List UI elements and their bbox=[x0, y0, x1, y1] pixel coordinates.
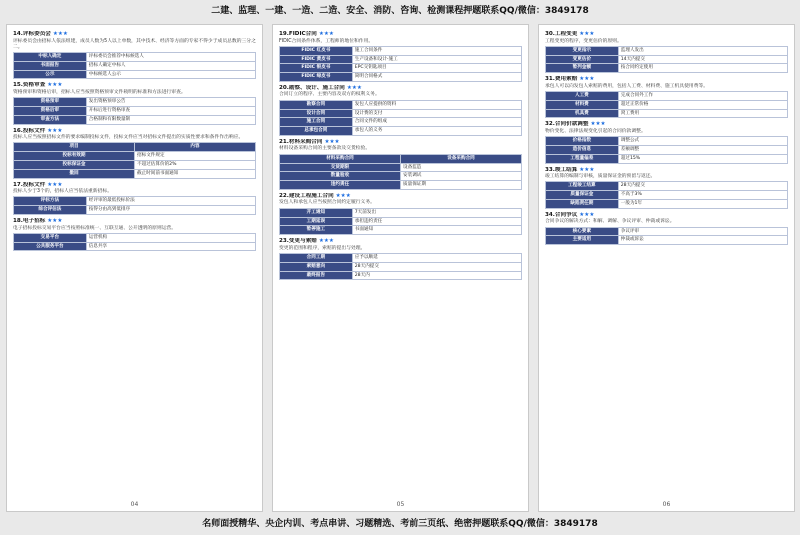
document-section bbox=[279, 31, 522, 82]
table-key-cell: 工程竣工结算 bbox=[546, 182, 619, 191]
table-row bbox=[280, 127, 522, 136]
table-row bbox=[280, 46, 522, 55]
content-table bbox=[545, 91, 788, 118]
importance-stars-icon bbox=[579, 167, 594, 173]
content-table bbox=[279, 46, 522, 82]
table-value-cell: EPC交钥匙项目 bbox=[352, 64, 521, 73]
table-value-cell: 仲裁或诉讼 bbox=[618, 236, 787, 245]
table-value-cell: 14天内提交 bbox=[618, 55, 787, 64]
table-value-cell: 完成合同外工作 bbox=[618, 91, 787, 100]
table-row bbox=[280, 100, 522, 109]
table-key-cell: 中标人确定 bbox=[14, 53, 87, 62]
section-paragraph: 材料设备采购合同的主要条款及交货检验。 bbox=[279, 146, 371, 152]
table-value-cell: 简明合同格式 bbox=[352, 73, 521, 82]
section-paragraph: 发包人和承包人应当按照合同约定履行义务。 bbox=[279, 200, 375, 206]
table-row bbox=[14, 115, 256, 124]
table-value-cell: 超过正常价格 bbox=[618, 100, 787, 109]
table-value-cell: 7天前发出 bbox=[352, 208, 521, 217]
table-value-cell: 质量保证期 bbox=[401, 181, 522, 190]
section-heading-text: 31.费用索赔 bbox=[545, 76, 578, 83]
table-key-cell: 人工费 bbox=[546, 91, 619, 100]
importance-stars-icon bbox=[336, 193, 351, 199]
table-row bbox=[280, 55, 522, 64]
table-key-cell: 索赔意向 bbox=[280, 262, 353, 271]
section-paragraph: 资格预审和资格后审，招标人应当按照资格预审文件载明的标准和方法进行审查。 bbox=[13, 89, 186, 95]
table-row bbox=[14, 107, 256, 116]
table-row bbox=[14, 70, 256, 79]
table-key-cell: 资格预审 bbox=[14, 98, 87, 107]
table-value-cell: 承包人的义务 bbox=[352, 127, 521, 136]
table-key-cell: 最终报告 bbox=[280, 271, 353, 280]
table-key-cell: 质量保证金 bbox=[546, 191, 619, 200]
table-key-cell: 资格后审 bbox=[14, 107, 87, 116]
table-key-cell: 主要适用 bbox=[546, 236, 619, 245]
table-value-cell: 运营机构 bbox=[86, 233, 255, 242]
section-paragraph: 物价变化、法律法规变化引起的合同价款调整。 bbox=[545, 128, 646, 134]
table-key-cell: 工期延误 bbox=[280, 217, 353, 226]
section-heading-text: 18.电子招标 bbox=[13, 218, 46, 225]
table-key-cell: 变更指示 bbox=[546, 46, 619, 55]
content-table bbox=[13, 97, 256, 124]
section-paragraph: 投标人应当按照招标文件的要求编制投标文件，投标文件应当对招标文件提出的实质性要求和条件作出响应。 bbox=[13, 135, 244, 141]
importance-stars-icon bbox=[47, 218, 62, 224]
table-value-cell: 按合同约定使用 bbox=[618, 64, 787, 73]
table-row bbox=[546, 199, 788, 208]
content-table bbox=[13, 52, 256, 79]
table-header-cell: 项目 bbox=[14, 143, 135, 152]
table-value-cell: 合同文件的组成 bbox=[352, 118, 521, 127]
page-header-title: 二建、监理、一建、一造、二造、安全、消防、咨询、检测课程押题联系QQ/微信：3849178 bbox=[211, 6, 589, 16]
table-row bbox=[546, 145, 788, 154]
section-heading-text: 30.工程变更 bbox=[545, 31, 578, 37]
document-section bbox=[13, 128, 256, 179]
document-section bbox=[279, 193, 522, 235]
importance-stars-icon bbox=[579, 76, 594, 82]
document-section bbox=[13, 218, 256, 251]
section-heading bbox=[13, 31, 256, 39]
table-row bbox=[280, 172, 522, 181]
table-value-cell: 开标后进行资格审查 bbox=[86, 107, 255, 116]
table-key-cell: 价格指数 bbox=[546, 137, 619, 146]
table-header-cell: 内容 bbox=[135, 143, 256, 152]
table-value-cell: 28天内 bbox=[352, 271, 521, 280]
section-heading-text: 15.资格审查 bbox=[13, 82, 46, 89]
table-key-cell: 交货期限 bbox=[280, 163, 401, 172]
section-paragraph: 工程变更的程序，变更估价的原则。 bbox=[545, 38, 622, 44]
importance-stars-icon bbox=[579, 31, 594, 37]
table-key-cell: 公共服务平台 bbox=[14, 242, 87, 251]
table-row bbox=[14, 233, 256, 242]
document-page-middle bbox=[272, 24, 529, 512]
table-value-cell: 承担违约责任 bbox=[352, 217, 521, 226]
section-heading bbox=[545, 167, 788, 175]
section-paragraph: FIDIC合同条件体系，工程师的地位和作用。 bbox=[279, 38, 374, 44]
table-row bbox=[280, 262, 522, 271]
importance-stars-icon bbox=[53, 31, 68, 37]
table-row bbox=[546, 46, 788, 55]
section-heading bbox=[279, 238, 522, 246]
section-heading-text: 20.勘察、设计、施工合同 bbox=[279, 84, 345, 91]
content-table bbox=[545, 46, 788, 73]
table-value-cell: 28天内提交 bbox=[618, 182, 787, 191]
importance-stars-icon bbox=[319, 31, 334, 37]
document-page-right bbox=[538, 24, 795, 512]
table-value-cell: 28天内提交 bbox=[352, 262, 521, 271]
table-row bbox=[546, 236, 788, 245]
table-value-cell: 合格制和有限数量制 bbox=[86, 115, 255, 124]
table-key-cell: 数量验收 bbox=[280, 172, 401, 181]
section-paragraph: 评标委员会由招标人依法组建，成员人数为5人以上单数，其中技术、经济等方面的专家不得少于成员总数的三分之二。 bbox=[13, 38, 256, 50]
document-section bbox=[545, 212, 788, 245]
table-value-cell: 监理人发出 bbox=[618, 46, 787, 55]
document-section bbox=[13, 82, 256, 124]
document-page-left bbox=[6, 24, 263, 512]
table-key-cell: 交易平台 bbox=[14, 233, 87, 242]
table-value-cell: 发包人应提供的资料 bbox=[352, 100, 521, 109]
table-value-cell: 不高于3% bbox=[618, 191, 787, 200]
table-value-cell: 招标人确定中标人 bbox=[86, 61, 255, 70]
importance-stars-icon bbox=[319, 238, 334, 244]
table-key-cell: 总承包合同 bbox=[280, 127, 353, 136]
section-paragraph: 承包人可以向发包人索赔的费用，包括人工费、材料费、施工机具使用费等。 bbox=[545, 83, 709, 89]
table-key-cell: 综合评估法 bbox=[14, 206, 87, 215]
document-section bbox=[13, 31, 256, 79]
table-value-cell: 窝工费用 bbox=[618, 109, 787, 118]
section-heading-text: 23.变更与索赔 bbox=[279, 238, 317, 245]
section-heading bbox=[13, 82, 256, 90]
section-heading-text: 16.投标文件 bbox=[13, 127, 46, 134]
table-value-cell: 经评审的最低投标价法 bbox=[86, 197, 255, 206]
table-value-cell: 评标委员会推荐中标候选人 bbox=[86, 53, 255, 62]
section-heading-text: 14.评标委员会 bbox=[13, 31, 51, 37]
content-table bbox=[279, 208, 522, 235]
table-row bbox=[280, 271, 522, 280]
table-row bbox=[14, 169, 256, 178]
table-key-cell: 造价信息 bbox=[546, 145, 619, 154]
table-row bbox=[546, 55, 788, 64]
content-table bbox=[13, 142, 256, 178]
importance-stars-icon bbox=[47, 82, 62, 88]
table-row bbox=[546, 64, 788, 73]
table-row bbox=[546, 154, 788, 163]
table-key-cell: 合同工期 bbox=[280, 253, 353, 262]
section-paragraph: 竣工结算的编制与审核，质量保证金的预留与返还。 bbox=[545, 174, 656, 180]
table-key-cell: 暂列金额 bbox=[546, 64, 619, 73]
table-value-cell: 一般为1年 bbox=[618, 199, 787, 208]
importance-stars-icon bbox=[590, 121, 605, 127]
importance-stars-icon bbox=[347, 85, 362, 91]
table-value-cell: 生产设备和设计-施工 bbox=[352, 55, 521, 64]
table-key-cell: 审查方法 bbox=[14, 115, 87, 124]
table-key-cell: 施工合同 bbox=[280, 118, 353, 127]
table-value-cell: 中标候选人公示 bbox=[86, 70, 255, 79]
document-section bbox=[13, 182, 256, 215]
table-value-cell: 截止时间前书面通知 bbox=[135, 169, 256, 178]
document-section bbox=[545, 76, 788, 118]
table-key-cell: 机具费 bbox=[546, 109, 619, 118]
page-footer-text: 名师面授精华、央企内训、考点串讲、习题精选、考前三页纸、绝密押题联系QQ/微信：3849178 bbox=[202, 519, 598, 529]
table-row bbox=[14, 98, 256, 107]
document-section bbox=[545, 31, 788, 73]
table-header-cell: 材料采购合同 bbox=[280, 154, 401, 163]
table-key-cell: FIDIC 黄皮书 bbox=[280, 55, 353, 64]
page-number: 06 bbox=[662, 501, 671, 508]
section-paragraph: 电子招标投标交易平台应当按照标准统一、互联互通、公开透明的原则运营。 bbox=[13, 225, 177, 231]
table-row bbox=[14, 161, 256, 170]
table-key-cell: 开工通知 bbox=[280, 208, 353, 217]
section-heading bbox=[545, 121, 788, 129]
table-key-cell: 暂停施工 bbox=[280, 226, 353, 235]
section-heading-text: 17.投标文件 bbox=[13, 181, 46, 188]
table-row bbox=[14, 53, 256, 62]
table-key-cell: 设计合同 bbox=[280, 109, 353, 118]
content-table bbox=[279, 100, 522, 136]
table-row bbox=[280, 64, 522, 73]
importance-stars-icon bbox=[579, 212, 594, 218]
table-value-cell: 安装调试 bbox=[401, 172, 522, 181]
table-key-cell: 核心要素 bbox=[546, 227, 619, 236]
section-heading-text: 21.材料采购合同 bbox=[279, 138, 323, 145]
table-value-cell: 调整公式 bbox=[618, 137, 787, 146]
table-row bbox=[280, 217, 522, 226]
content-table bbox=[545, 181, 788, 208]
table-key-cell: FIDIC 红皮书 bbox=[280, 46, 353, 55]
table-value-cell: 发出资格预审公告 bbox=[86, 98, 255, 107]
table-row bbox=[546, 182, 788, 191]
table-key-cell: 投标有效期 bbox=[14, 152, 135, 161]
document-section bbox=[279, 139, 522, 190]
table-row bbox=[546, 109, 788, 118]
document-section bbox=[545, 121, 788, 163]
table-value-cell: 不超过估算价的2% bbox=[135, 161, 256, 170]
section-heading-text: 19.FIDIC合同 bbox=[279, 31, 317, 37]
content-table bbox=[545, 227, 788, 246]
table-header-cell: 设备采购合同 bbox=[401, 154, 522, 163]
section-heading bbox=[545, 31, 788, 39]
table-row bbox=[14, 242, 256, 251]
table-key-cell: 违约责任 bbox=[280, 181, 401, 190]
table-value-cell: 按得分由高到低排序 bbox=[86, 206, 255, 215]
table-key-cell: 评标方法 bbox=[14, 197, 87, 206]
table-value-cell: 差额调整 bbox=[618, 145, 787, 154]
importance-stars-icon bbox=[47, 128, 62, 134]
table-row bbox=[14, 152, 256, 161]
table-row bbox=[546, 91, 788, 100]
table-key-cell: 变更估价 bbox=[546, 55, 619, 64]
table-row bbox=[546, 191, 788, 200]
table-row bbox=[280, 181, 522, 190]
table-key-cell: 工程量偏差 bbox=[546, 154, 619, 163]
table-row bbox=[14, 197, 256, 206]
document-section bbox=[279, 85, 522, 136]
table-value-cell: 设计费的支付 bbox=[352, 109, 521, 118]
table-key-cell: 缺陷责任期 bbox=[546, 199, 619, 208]
table-value-cell: 招标文件规定 bbox=[135, 152, 256, 161]
section-paragraph: 变更的范围和程序，索赔的提出与处理。 bbox=[279, 245, 366, 251]
section-heading-text: 34.合同争议 bbox=[545, 211, 578, 218]
section-heading bbox=[13, 218, 256, 226]
table-row bbox=[14, 61, 256, 70]
document-section bbox=[545, 167, 788, 209]
content-table bbox=[13, 233, 256, 252]
page-number: 05 bbox=[396, 501, 405, 508]
content-table bbox=[545, 136, 788, 163]
section-heading-text: 32.合同价款调整 bbox=[545, 121, 589, 128]
table-key-cell: 撤回 bbox=[14, 169, 135, 178]
table-row bbox=[280, 163, 522, 172]
table-row bbox=[280, 73, 522, 82]
table-row bbox=[280, 118, 522, 127]
table-row bbox=[546, 100, 788, 109]
content-table bbox=[13, 196, 256, 215]
page-number: 04 bbox=[130, 501, 139, 508]
table-row bbox=[280, 226, 522, 235]
table-row bbox=[280, 208, 522, 217]
table-row bbox=[280, 253, 522, 262]
table-value-cell: 超过15% bbox=[618, 154, 787, 163]
table-row bbox=[546, 137, 788, 146]
table-value-cell: 书面通知 bbox=[352, 226, 521, 235]
section-paragraph: 合同订立的程序、主要内容及双方的权利义务。 bbox=[279, 92, 380, 98]
section-heading bbox=[279, 31, 522, 39]
table-row bbox=[546, 227, 788, 236]
importance-stars-icon bbox=[47, 182, 62, 188]
section-heading-text: 33.竣工结算 bbox=[545, 166, 578, 173]
table-row bbox=[14, 206, 256, 215]
table-value-cell: 设备监造 bbox=[401, 163, 522, 172]
section-heading bbox=[545, 76, 788, 84]
table-value-cell: 应予以顺延 bbox=[352, 253, 521, 262]
document-section bbox=[279, 238, 522, 280]
content-table bbox=[279, 253, 522, 280]
table-key-cell: 书面报告 bbox=[14, 61, 87, 70]
table-key-cell: FIDIC 绿皮书 bbox=[280, 73, 353, 82]
table-key-cell: FIDIC 银皮书 bbox=[280, 64, 353, 73]
section-heading-text: 22.建设工程施工合同 bbox=[279, 192, 334, 199]
section-paragraph: 合同争议的解决方式：和解、调解、争议评审、仲裁或诉讼。 bbox=[545, 219, 675, 225]
content-table bbox=[279, 154, 522, 190]
table-key-cell: 勘察合同 bbox=[280, 100, 353, 109]
table-value-cell: 信息共享 bbox=[86, 242, 255, 251]
importance-stars-icon bbox=[324, 139, 339, 145]
table-key-cell: 投标保证金 bbox=[14, 161, 135, 170]
table-row bbox=[280, 109, 522, 118]
table-key-cell: 公示 bbox=[14, 70, 87, 79]
section-paragraph: 投标人少于3个的，招标人应当依法重新招标。 bbox=[13, 189, 112, 195]
table-value-cell: 争议评审 bbox=[618, 227, 787, 236]
table-key-cell: 材料费 bbox=[546, 100, 619, 109]
table-value-cell: 施工合同条件 bbox=[352, 46, 521, 55]
